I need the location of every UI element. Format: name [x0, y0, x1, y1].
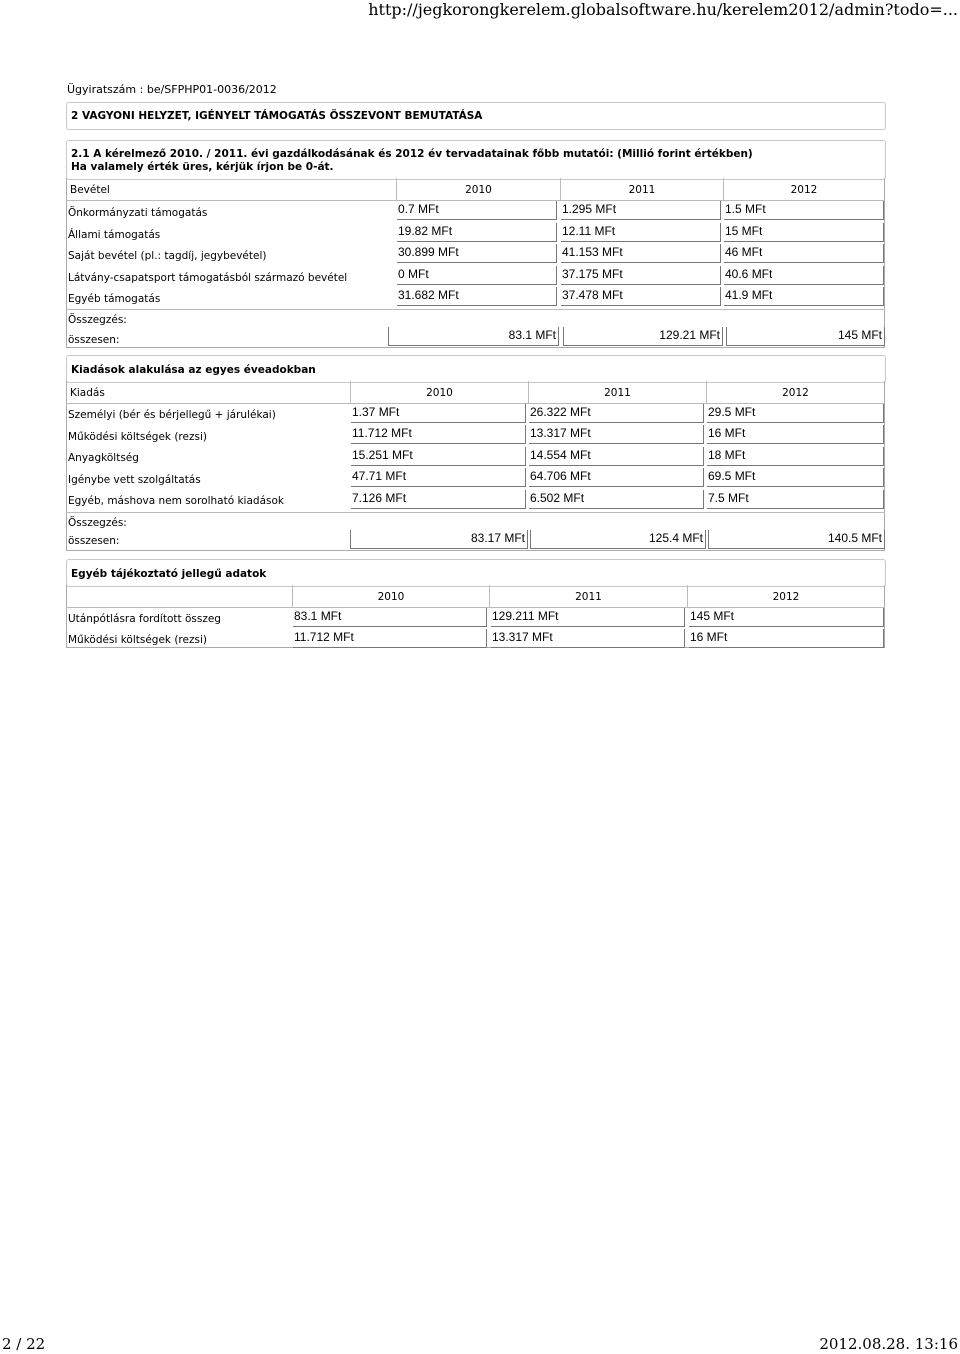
expenses-total-label: összesen: — [68, 535, 120, 547]
expenses-value-field[interactable]: 64.706 MFt — [529, 468, 704, 487]
other-value-field[interactable]: 83.1 MFt — [293, 608, 487, 627]
expenses-year-2012: 2012 — [782, 387, 809, 399]
expenses-value-field[interactable]: 13.317 MFt — [529, 425, 704, 444]
expenses-row-label: Működési költségek (rezsi) — [68, 431, 207, 443]
expenses-value-field[interactable]: 7.5 MFt — [707, 490, 884, 509]
expenses-total-2011: 125.4 MFt — [530, 530, 706, 549]
income-year-2011: 2011 — [628, 184, 656, 196]
other-value-field[interactable]: 11.712 MFt — [293, 629, 487, 648]
income-value-field[interactable]: 12.11 MFt — [561, 223, 721, 242]
expenses-value-field[interactable]: 16 MFt — [707, 425, 884, 444]
expenses-value-field[interactable]: 69.5 MFt — [707, 468, 884, 487]
expenses-value-field[interactable]: 11.712 MFt — [351, 425, 526, 444]
income-value-field[interactable]: 1.295 MFt — [561, 201, 721, 220]
income-summary-line — [66, 309, 885, 310]
income-year-2012: 2012 — [790, 184, 818, 196]
print-datetime: 2012.08.28. 13:16 — [819, 1335, 958, 1353]
income-total-2010: 83.1 MFt — [388, 327, 559, 346]
income-value-field[interactable]: 40.6 MFt — [724, 266, 884, 285]
expenses-column-header: Kiadás — [70, 387, 105, 399]
other-year-2011: 2011 — [575, 591, 602, 603]
expenses-row-label: Személyi (bér és bérjellegű + járulékai) — [68, 409, 276, 421]
income-value-field[interactable]: 0 MFt — [397, 266, 557, 285]
expenses-value-field[interactable]: 6.502 MFt — [529, 490, 704, 509]
income-value-field[interactable]: 30.899 MFt — [397, 244, 557, 263]
income-value-field[interactable]: 0.7 MFt — [397, 201, 557, 220]
income-value-field[interactable]: 1.5 MFt — [724, 201, 884, 220]
income-value-field[interactable]: 15 MFt — [724, 223, 884, 242]
income-value-field[interactable]: 31.682 MFt — [397, 287, 557, 306]
expenses-row-label: Anyagköltség — [68, 452, 139, 464]
expenses-value-field[interactable]: 18 MFt — [707, 447, 884, 466]
other-value-field[interactable]: 145 MFt — [689, 608, 884, 627]
case-number: Ügyiratszám : be/SFPHP01-0036/2012 — [67, 83, 277, 96]
expenses-year-2011: 2011 — [604, 387, 631, 399]
other-row-label: Utánpótlásra fordított összeg — [68, 613, 221, 625]
expenses-summary-line — [66, 512, 885, 513]
page-url: http://jegkorongkerelem.globalsoftware.hu/kerelem2012/admin?todo=... — [368, 0, 958, 19]
other-title: Egyéb tájékoztató jellegű adatok — [71, 568, 267, 580]
other-value-field[interactable]: 13.317 MFt — [491, 629, 685, 648]
income-value-field[interactable]: 37.478 MFt — [561, 287, 721, 306]
expenses-value-field[interactable]: 15.251 MFt — [351, 447, 526, 466]
income-total-label: összesen: — [68, 334, 120, 346]
section-title: 2 VAGYONI HELYZET, IGÉNYELT TÁMOGATÁS ÖSSZEVONT BEMUTATÁSA — [71, 110, 483, 122]
other-value-field[interactable]: 16 MFt — [689, 629, 884, 648]
expenses-title: Kiadások alakulása az egyes éveadokban — [71, 364, 316, 376]
expenses-total-2012: 140.5 MFt — [708, 530, 885, 549]
expenses-value-field[interactable]: 29.5 MFt — [707, 404, 884, 423]
expenses-total-2010: 83.17 MFt — [350, 530, 528, 549]
income-row-label: Állami támogatás — [68, 229, 161, 241]
expenses-value-field[interactable]: 14.554 MFt — [529, 447, 704, 466]
income-row-label: Látvány-csapatsport támogatásból származó bevétel — [68, 272, 348, 284]
subsection-hint: Ha valamely érték üres, kérjük írjon be 0-át. — [71, 161, 334, 173]
income-value-field[interactable]: 41.153 MFt — [561, 244, 721, 263]
other-row-label: Működési költségek (rezsi) — [68, 634, 207, 646]
page-number: 2 / 22 — [2, 1335, 46, 1353]
subsection-title: 2.1 A kérelmező 2010. / 2011. évi gazdálkodásának és 2012 év tervadatainak főbb mutatói: (Millió forint értékben) — [71, 148, 753, 160]
income-row-label: Egyéb támogatás — [68, 293, 161, 305]
income-summary-label: Összegzés: — [68, 314, 127, 326]
other-value-field[interactable]: 129.211 MFt — [491, 608, 685, 627]
expenses-summary-label: Összegzés: — [68, 517, 127, 529]
subsection-box — [66, 140, 886, 180]
income-value-field[interactable]: 37.175 MFt — [561, 266, 721, 285]
expenses-title-box — [66, 355, 886, 383]
income-total-2011: 129.21 MFt — [563, 327, 723, 346]
expenses-value-field[interactable]: 47.71 MFt — [351, 468, 526, 487]
expenses-value-field[interactable]: 7.126 MFt — [351, 490, 526, 509]
expenses-row-label: Egyéb, máshova nem sorolható kiadások — [68, 495, 284, 507]
income-value-field[interactable]: 41.9 MFt — [724, 287, 884, 306]
income-total-2012: 145 MFt — [726, 327, 885, 346]
section-title-box — [66, 102, 886, 130]
income-row-label: Saját bevétel (pl.: tagdíj, jegybevétel) — [68, 250, 267, 262]
other-year-2012: 2012 — [772, 591, 800, 603]
income-row-label: Önkormányzati támogatás — [68, 207, 208, 219]
expenses-value-field[interactable]: 1.37 MFt — [351, 404, 526, 423]
income-column-header: Bevétel — [70, 184, 110, 196]
income-value-field[interactable]: 19.82 MFt — [397, 223, 557, 242]
other-title-box — [66, 559, 886, 587]
expenses-row-label: Igénybe vett szolgáltatás — [68, 474, 201, 486]
expenses-value-field[interactable]: 26.322 MFt — [529, 404, 704, 423]
other-year-2010: 2010 — [377, 591, 405, 603]
income-value-field[interactable]: 46 MFt — [724, 244, 884, 263]
income-year-2010: 2010 — [465, 184, 492, 196]
expenses-year-2010: 2010 — [426, 387, 453, 399]
